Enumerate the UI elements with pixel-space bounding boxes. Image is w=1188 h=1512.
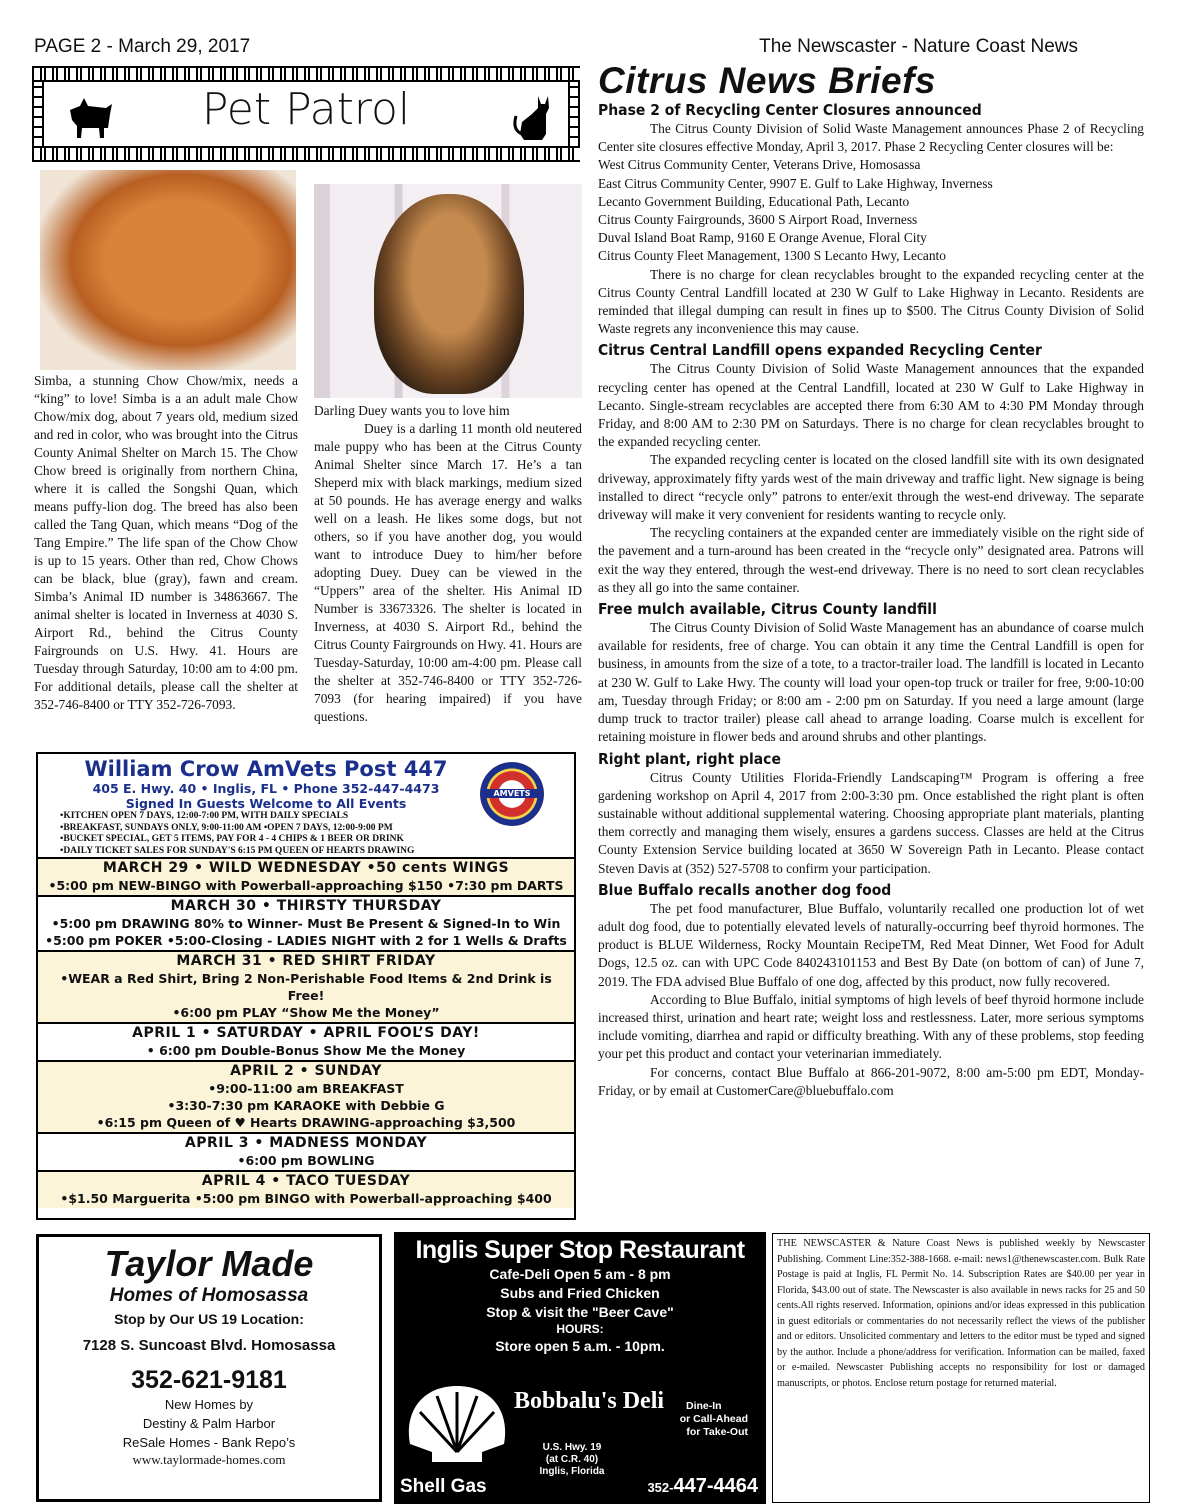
event-day-april-3: APRIL 3 • MADNESS MONDAY •6:00 pm BOWLING xyxy=(38,1132,574,1170)
amvets-note: •KITCHEN OPEN 7 DAYS, 12:00-7:00 PM, WITH DAILY SPECIALS xyxy=(60,811,349,821)
duey-caption: Darling Duey wants you to love him xyxy=(314,403,510,418)
headline: Free mulch available, Citrus County landfill xyxy=(598,600,937,619)
simba-photo xyxy=(40,170,296,370)
paragraph: For concerns, contact Blue Buffalo at 866-201-9072, 8:00 am-5:00 pm EDT, Monday-Friday, or by email at CustomerCare@bluebuffalo.com xyxy=(598,1064,1144,1098)
event-day-march-29: MARCH 29 • WILD WEDNESDAY •50 cents WINGS •5:00 pm NEW-BINGO with Powerball-approaching $150 •7:30 pm DARTS xyxy=(38,857,574,895)
headline: Right plant, right place xyxy=(598,749,781,768)
inglis-line: Subs and Fried Chicken xyxy=(500,1285,660,1301)
paragraph: The expanded recycling center is located on the closed landfill site with its own designated driveway, approximately fifty yards west of the main driveway and traffic light. New signage is being installed to direct “recycle only” patrons to enter/exit through the west-end driveway. The separate driveway will make it very convenient for residents wanting to recycle only. xyxy=(598,452,1144,523)
pet-patrol-banner xyxy=(32,66,580,162)
taylor-made-line: Destiny & Palm Harbor xyxy=(142,1416,276,1431)
masthead-notice: THE NEWSCASTER & Nature Coast News is published weekly by Newscaster Publishing. Comment Line:352-388-1668. e-mail: news1@thenewscaster.com. Bulk Rate Postage is paid at Inglis, FL Permit No. 14. Subscription Rates are $40.00 per year in Florida, $43.00 out of state. The Newscaster is also available in news racks for 25 and 50 cents.All rights reserved. Information, opinions and/or ideas expressed in this publication in guest editorials or commentaries do not necessarily reflect the views of the publisher and or editors. Unsolicited commentary and letters to the editor must be typed and signed by the author. Include a phone/address for verification. Information can be mailed, faxed or e-mailed. Newscaster Publishing accepts no responsibility for lost or damaged manuscripts, or photos. Enclose return postage for returned material. xyxy=(772,1233,1150,1503)
taylor-made-website[interactable]: www.taylormade-homes.com xyxy=(132,1452,286,1467)
shell-gas-label: Shell Gas xyxy=(400,1476,487,1497)
chain-border-bottom xyxy=(32,146,580,162)
shell-logo-icon xyxy=(402,1382,512,1472)
amvets-ad xyxy=(36,752,576,1220)
inglis-hours: Store open 5 a.m. - 10pm. xyxy=(495,1338,665,1354)
paragraph: Citrus County Utilities Florida-Friendly Landscaping™ Program is offering a free gardening workshop on April 4, 2017 from 2:00-3:30 pm. Once established the right plant is often sustainable without additional supplemental watering. Choosing appropriate plant materials, planting them correctly and managing them wisely, ensures a gardens success. Classes are held at the Citrus County Extension Service building located at 3650 W Sovereign Path in Lecanto. Please contact Steven Davis at (352) 527-5708 to confirm your participation. xyxy=(598,769,1144,876)
list-item: East Citrus Community Center, 9907 E. Gulf to Lake Highway, Inverness xyxy=(598,175,993,191)
pet-patrol-title: Pet Patrol xyxy=(201,84,411,135)
list-item: West Citrus Community Center, Veterans Drive, Homosassa xyxy=(598,157,921,173)
duey-photo xyxy=(314,184,582,398)
page-header-right: The Newscaster - Nature Coast News xyxy=(759,36,1078,57)
amvets-title: William Crow AmVets Post 447 xyxy=(84,757,448,781)
paragraph: There is no charge for clean recyclables brought to the expanded recycling center at the Citrus County Central Landfill located at 230 W Gulf to Lake Highway in Lecanto. Residents are reminded that illegal dumping can result in fines up to $500. The Citrus County Division of Solid Waste regrets any inconvenience this may cause. xyxy=(598,266,1144,337)
duey-article xyxy=(314,402,582,726)
chain-border-top xyxy=(32,66,580,82)
inglis-location: U.S. Hwy. 19 (at C.R. 40) Inglis, Florida xyxy=(539,1442,605,1477)
briefs-title: Citrus News Briefs xyxy=(598,60,936,101)
headline: Citrus Central Landfill opens expanded Recycling Center xyxy=(598,341,1042,360)
inglis-line: Stop & visit the "Beer Cave" xyxy=(486,1304,674,1320)
bobbalu-deli: Bobbalu's Deli xyxy=(514,1388,665,1414)
list-item: Lecanto Government Building, Educational Path, Lecanto xyxy=(598,193,910,209)
paragraph: The Citrus County Division of Solid Waste Management announces Phase 2 of Recycling Center site closures effective Monday, April 3, 2017. Phase 2 Recycling Center closures will be: xyxy=(598,121,1144,155)
inglis-line: Cafe-Deli Open 5 am - 8 pm xyxy=(489,1266,671,1282)
article-recycling-closures xyxy=(598,100,1144,1100)
paragraph: According to Blue Buffalo, initial symptoms of high levels of beef thyroid hormone include increased thirst, urination and heart rate; weight loss and restlessness. Later, more serious symptoms include vomiting, diarrhea and rapid or difficulty breathing. With any of these problems, stop feeding your pet this product and contact your veterinarian immediately. xyxy=(598,991,1144,1062)
inglis-ad xyxy=(394,1232,766,1504)
taylor-made-line: New Homes by xyxy=(164,1397,254,1412)
list-item: Citrus County Fleet Management, 1300 S Lecanto Hwy, Lecanto xyxy=(598,248,946,264)
headline: Phase 2 of Recycling Center Closures announced xyxy=(598,101,982,119)
taylor-made-line: ReSale Homes - Bank Repo’s xyxy=(122,1435,296,1450)
taylor-made-ad xyxy=(36,1234,382,1502)
event-day-april-2: APRIL 2 • SUNDAY •9:00-11:00 am BREAKFAST •3:30-7:30 pm KARAOKE with Debbie G •6:15 pm Queen of ♥ Hearts DRAWING-approaching $3,500 xyxy=(38,1060,574,1132)
inglis-hours-label: HOURS: xyxy=(556,1322,604,1336)
paragraph: The pet food manufacturer, Blue Buffalo, voluntarily recalled one production lot of wet adult dog food, due to potentially elevated levels of naturally-occurring beef thyroid hormones. The product is BLUE Wilderness, Rocky Mountain RecipeTM, Red Meat Dinner, Wet Food for Adult Dogs, 12.5 oz. can with UPC Code 840243101153 and Best By Date (on bottom of can) of June 7, 2019. The FDA advised Blue Buffalo of one dog, affected by this product, now fully recovered. xyxy=(598,900,1144,989)
duey-body: Duey is a darling 11 month old neutered male puppy who has been at the Citrus County Animal Shelter since March 17. He’s a tan Sheperd mix with black markings, medium sized at 50 pounds. He has average energy and walks well on a leash. He likes some dogs, but not others, so if you have another dog, you would want to introduce Duey to him/her before adopting Duey. Duey can be viewed in the “Uppers” area of the shelter. His Animal ID Number is 33673326. The shelter is located in Inverness, at 4030 S. Airport Rd., behind the Citrus County Fairgrounds on Hwy. 41. Hours are Tuesday-Saturday, 10:00 am-4:00 pm. Please call the shelter at 352-746-8400 or TTY 352-726-7093 (for hearing impaired) if you have questions. xyxy=(314,421,582,724)
taylor-made-subtitle: Homes of Homosassa xyxy=(109,1285,309,1306)
taylor-made-address: 7128 S. Suncoast Blvd. Homosassa xyxy=(82,1337,336,1354)
amvets-note: •DAILY TICKET SALES FOR SUNDAY'S 6:15 PM QUEEN OF HEARTS DRAWING xyxy=(60,845,415,856)
taylor-made-title: Taylor Made xyxy=(104,1243,314,1284)
list-item: Duval Island Boat Ramp, 9160 E Orange Avenue, Floral City xyxy=(598,230,927,246)
inglis-title: Inglis Super Stop Restaurant xyxy=(415,1236,745,1264)
taylor-made-stop: Stop by Our US 19 Location: xyxy=(114,1311,304,1327)
amvets-note: •BUCKET SPECIAL, GET 5 ITEMS, PAY FOR 4 - 4 CHIPS & 1 BEER OR DRINK xyxy=(60,834,404,844)
inglis-phone: 352-447-4464 xyxy=(647,1475,758,1497)
page-header-left: PAGE 2 - March 29, 2017 xyxy=(34,36,251,57)
paragraph: The recycling containers at the expanded center are immediately visible on the right side of the pavement and a turn-around has been created in the “recycle only” designated area. Patrons will exit the way they entered, through the west-end driveway. There is no need to sort clean recyclables as they all go into the same container. xyxy=(598,525,1144,595)
taylor-made-phone: 352-621-9181 xyxy=(131,1366,287,1394)
paragraph: The Citrus County Division of Solid Waste Management announces that the expanded recycling center has opened at the Central Landfill, located at 230 W Gulf to Lake Highway in Lecanto. Single-stream recyclables are accepted there from 6:30 AM to 4:30 PM Monday through Friday, and 8:00 AM to 2:30 PM on Saturdays. There is no charge for clean recyclables brought to the expanded recycling center. xyxy=(598,361,1144,450)
dine-info: Dine-In or Call-Ahead for Take-Out xyxy=(679,1400,748,1438)
simba-article: Simba, a stunning Chow Chow/mix, needs a “king” to love! Simba is a an adult male Chow Chow/mix dog, about 7 years old, medium sized and red in color, who was brought into the Citrus County Animal Shelter on March 15. The Chow Chow breed is originally from northern China, where it is called the Songshi Quan, which means puffy-lion dog. The breed has also been called the Tang Quan, which means “Dog of the Tang Empire.” The life span of the Chow Chow is up to 15 years. Other than red, Chow Chows can be black, blue (gray), fawn and cream. Simba’s Animal ID number is 34863667. The animal shelter is located in Inverness at 4030 S. Airport Rd., behind the Citrus County Fairgrounds on U.S. Hwy. 41. Hours are Tuesday through Saturday, 10:00 am to 4:00 pm. For additional details, please call the shelter at 352-746-8400 or TTY 352-726-7093. xyxy=(34,373,298,712)
amvets-logo: AMVETS xyxy=(480,762,544,826)
amvets-note: •BREAKFAST, SUNDAYS ONLY, 9:00-11:00 AM •OPEN 7 DAYS, 12:00-9:00 PM xyxy=(60,822,393,833)
headline: Blue Buffalo recalls another dog food xyxy=(598,880,892,899)
event-day-april-4: APRIL 4 • TACO TUESDAY •$1.50 Marguerita •5:00 pm BINGO with Powerball-approaching $400 xyxy=(38,1170,574,1208)
cat-icon xyxy=(512,94,552,142)
paragraph: The Citrus County Division of Solid Waste Management has an abundance of coarse mulch available for residents, free of charge. You can obtain it any time the Central Landfill is open for business, in amounts from the size of a tote, to a tractor-trailer load. The landfill is located in Lecanto at 230 W. Gulf to Lake Hwy. The county will load your open-top truck or trailer for free, 9:00-10:00 am, Tuesday through Friday; or 8:00 am - 2:00 pm on Saturday. If you need a large amount (large dump truck to tractor trailer) please call ahead to arrange loading. Coarse mulch is excellent for retaining moisture in flower beds and around shrubs and other plantings. xyxy=(598,620,1144,745)
amvets-address: 405 E. Hwy. 40 • Inglis, FL • Phone 352-447-4473 xyxy=(92,781,440,796)
list-item: Citrus County Fairgrounds, 3600 S Airport Road, Inverness xyxy=(598,212,918,228)
event-day-march-31: MARCH 31 • RED SHIRT FRIDAY •WEAR a Red Shirt, Bring 2 Non-Perishable Food Items & 2nd Drink is Free! •6:00 pm PLAY “Show Me the Money” xyxy=(38,950,574,1022)
event-day-march-30: MARCH 30 • THIRSTY THURSDAY •5:00 pm DRAWING 80% to Winner- Must Be Present & Signed-In to Win •5:00 pm POKER •5:00-Closing - LADIES NIGHT with 2 for 1 Wells & Drafts xyxy=(38,895,574,950)
event-day-april-1: APRIL 1 • SATURDAY • APRIL FOOL’S DAY! • 6:00 pm Double-Bonus Show Me the Money xyxy=(38,1022,574,1060)
amvets-welcome: Signed In Guests Welcome to All Events xyxy=(125,796,407,811)
